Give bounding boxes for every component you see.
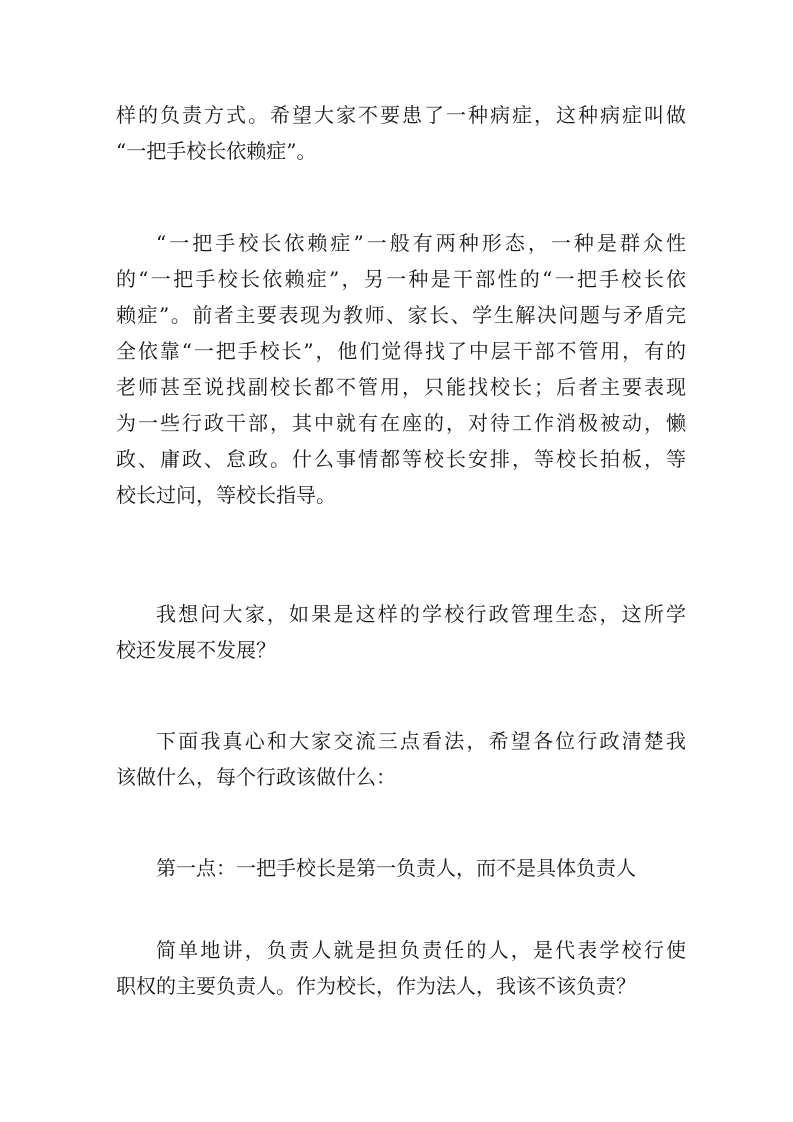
- paragraph-question: [116, 596, 686, 668]
- text-line: 职权的主要负责人。作为校长，作为法人，我该不该负责？: [116, 974, 636, 998]
- text-line: “一把手校长依赖症”一般有两种形态，一种是群众性: [156, 231, 686, 255]
- text-line: 校还发展不发展？: [116, 638, 276, 662]
- text-line: 老师甚至说找副校长都不管用，只能找校长；后者主要表现: [116, 375, 686, 399]
- text-line: 赖症”。前者主要表现为教师、家长、学生解决问题与矛盾完: [116, 303, 686, 327]
- text-line: 校长过问，等校长指导。: [116, 483, 336, 507]
- text-line: 第一点：一把手校长是第一负责人，而不是具体负责人: [156, 856, 636, 880]
- text-line: 政、庸政、怠政。什么事情都等校长安排，等校长拍板，等: [116, 447, 686, 471]
- paragraph-three-points-intro: [116, 723, 686, 795]
- text-line: 为一些行政干部，其中就有在座的，对待工作消极被动，懒: [116, 411, 686, 435]
- text-line: 的“一把手校长依赖症”，另一种是干部性的“一把手校长依: [116, 267, 686, 291]
- text-line: 下面我真心和大家交流三点看法，希望各位行政清楚我: [156, 729, 686, 753]
- paragraph-responsible-person: [116, 932, 686, 1004]
- text-line: 简单地讲，负责人就是担负责任的人，是代表学校行使: [156, 938, 686, 962]
- text-line: “一把手校长依赖症”。: [116, 139, 317, 163]
- text-line: 该做什么，每个行政该做什么：: [116, 765, 396, 789]
- text-line: 我想问大家，如果是这样的学校行政管理生态，这所学: [156, 602, 686, 626]
- text-line: 样的负责方式。希望大家不要患了一种病症，这种病症叫做: [116, 103, 686, 127]
- point-one-heading: [116, 850, 686, 886]
- paragraph-dependency-forms: [116, 225, 686, 513]
- text-line: 全依靠“一把手校长”，他们觉得找了中层干部不管用，有的: [116, 339, 686, 363]
- paragraph-continuation: [116, 97, 686, 169]
